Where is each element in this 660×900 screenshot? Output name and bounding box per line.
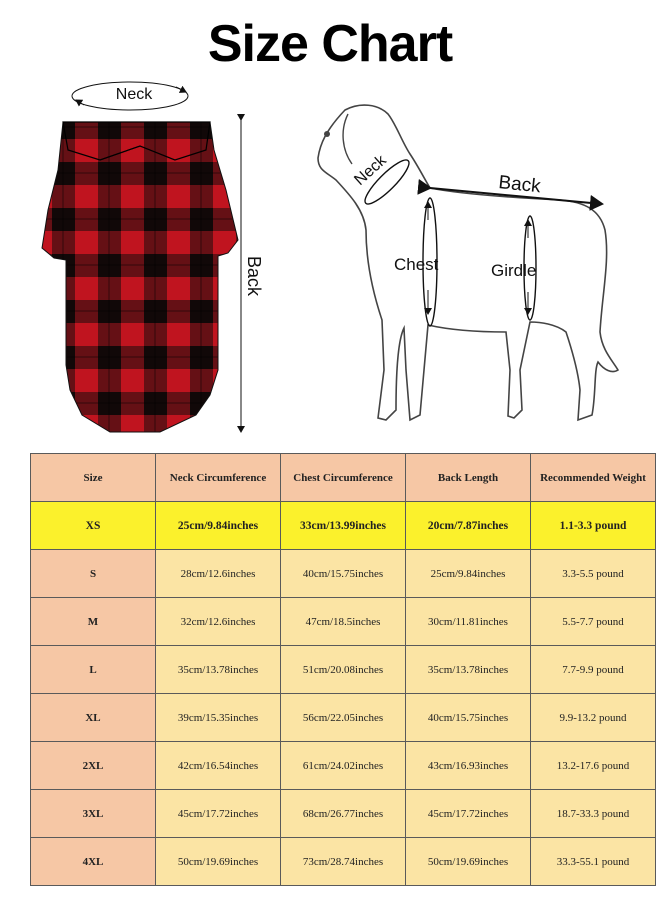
chest-cell: 68cm/26.77inches: [281, 790, 406, 838]
shirt-back-measure: [241, 120, 264, 432]
plaid-shirt-image: [42, 122, 238, 432]
size-cell: 2XL: [31, 742, 156, 790]
dog-neck-label: Neck: [351, 151, 390, 189]
back-cell: 25cm/9.84inches: [406, 550, 531, 598]
back-cell: 40cm/15.75inches: [406, 694, 531, 742]
neck-cell: 42cm/16.54inches: [156, 742, 281, 790]
table-row: [31, 550, 656, 598]
back-cell: 30cm/11.81inches: [406, 598, 531, 646]
table-row: [31, 790, 656, 838]
chest-cell: 47cm/18.5inches: [281, 598, 406, 646]
table-header-row: [31, 454, 656, 502]
size-cell: XS: [31, 502, 156, 550]
back-cell: 20cm/7.87inches: [406, 502, 531, 550]
chest-cell: 61cm/24.02inches: [281, 742, 406, 790]
back-cell: 35cm/13.78inches: [406, 646, 531, 694]
neck-cell: 50cm/19.69inches: [156, 838, 281, 886]
table-row: [31, 646, 656, 694]
size-cell: 3XL: [31, 790, 156, 838]
neck-cell: 28cm/12.6inches: [156, 550, 281, 598]
illustration-area: [0, 70, 660, 445]
size-cell: M: [31, 598, 156, 646]
dog-girdle-label: Girdle: [491, 261, 537, 280]
neck-cell: 45cm/17.72inches: [156, 790, 281, 838]
back-cell: 43cm/16.93inches: [406, 742, 531, 790]
back-cell: 45cm/17.72inches: [406, 790, 531, 838]
weight-cell: 13.2-17.6 pound: [531, 742, 656, 790]
header-recommended-weight: Recommended Weight: [531, 454, 656, 502]
table-row: [31, 838, 656, 886]
neck-cell: 25cm/9.84inches: [156, 502, 281, 550]
size-cell: XL: [31, 694, 156, 742]
weight-cell: 3.3-5.5 pound: [531, 550, 656, 598]
header-size: Size: [31, 454, 156, 502]
neck-cell: 32cm/12.6inches: [156, 598, 281, 646]
chest-cell: 51cm/20.08inches: [281, 646, 406, 694]
size-cell: L: [31, 646, 156, 694]
size-chart-table: [30, 453, 656, 886]
shirt-neck-measure: [72, 82, 188, 110]
dog-chest-label: Chest: [394, 255, 439, 274]
weight-cell: 5.5-7.7 pound: [531, 598, 656, 646]
table-row: [31, 694, 656, 742]
table-row: [31, 502, 656, 550]
neck-cell: 39cm/15.35inches: [156, 694, 281, 742]
table-row: [31, 598, 656, 646]
chest-cell: 33cm/13.99inches: [281, 502, 406, 550]
header-back-length: Back Length: [406, 454, 531, 502]
weight-cell: 1.1-3.3 pound: [531, 502, 656, 550]
page-title: Size Chart: [207, 15, 453, 73]
neck-cell: 35cm/13.78inches: [156, 646, 281, 694]
header-chest-circumference: Chest Circumference: [281, 454, 406, 502]
size-cell: S: [31, 550, 156, 598]
dog-back-label: Back: [497, 172, 542, 198]
weight-cell: 9.9-13.2 pound: [531, 694, 656, 742]
chest-cell: 56cm/22.05inches: [281, 694, 406, 742]
chest-cell: 40cm/15.75inches: [281, 550, 406, 598]
size-cell: 4XL: [31, 838, 156, 886]
weight-cell: 18.7-33.3 pound: [531, 790, 656, 838]
table-row: [31, 742, 656, 790]
dog-outline-image: [318, 105, 618, 420]
shirt-back-label: Back: [244, 256, 264, 297]
back-cell: 50cm/19.69inches: [406, 838, 531, 886]
weight-cell: 33.3-55.1 pound: [531, 838, 656, 886]
shirt-neck-label: Neck: [115, 86, 153, 103]
chest-cell: 73cm/28.74inches: [281, 838, 406, 886]
header-neck-circumference: Neck Circumference: [156, 454, 281, 502]
weight-cell: 7.7-9.9 pound: [531, 646, 656, 694]
